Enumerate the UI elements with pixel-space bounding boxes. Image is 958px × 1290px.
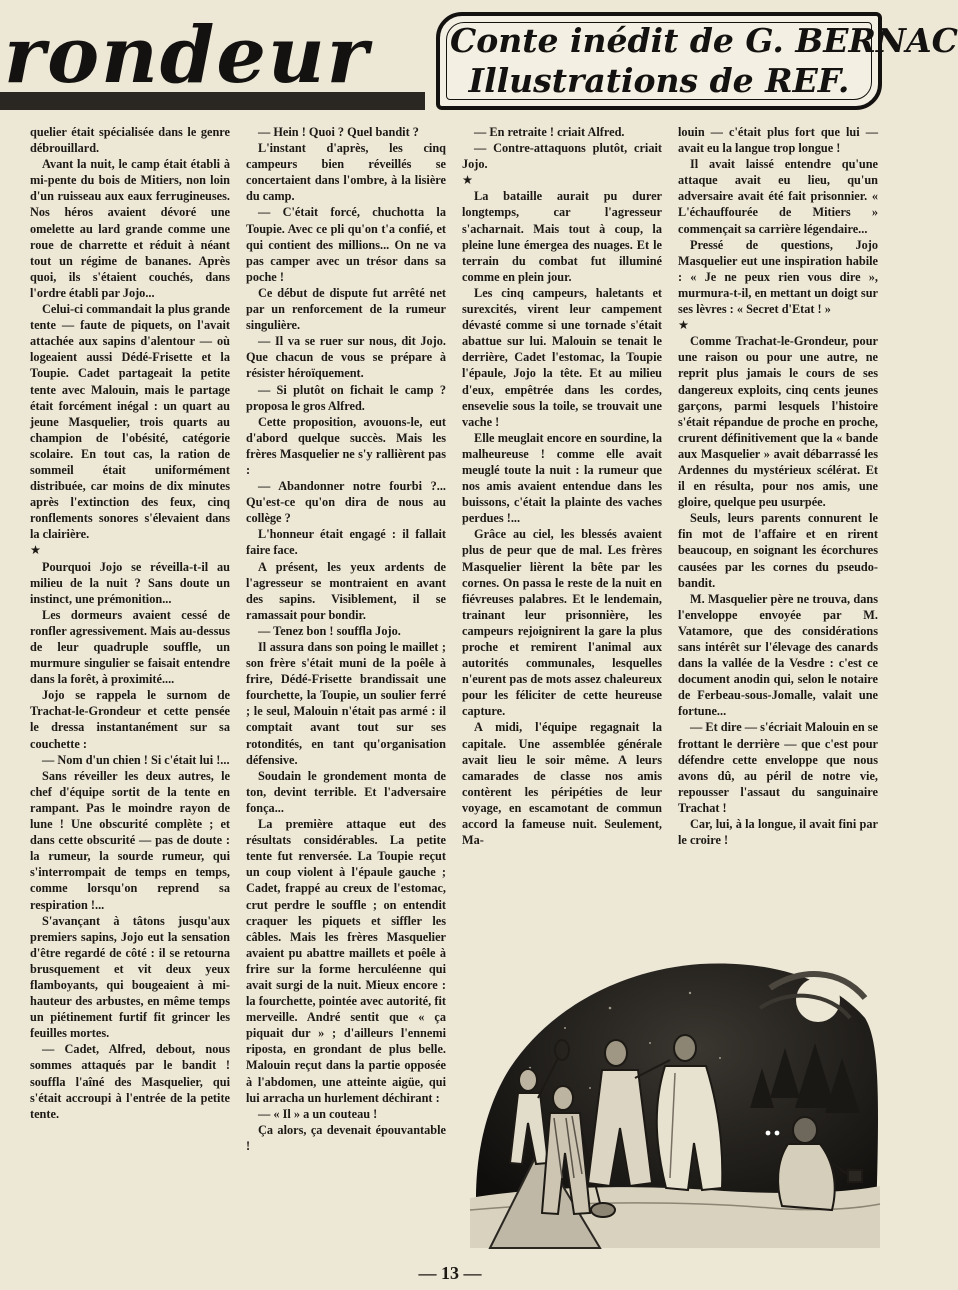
paragraph: L'honneur était engagé : il fallait faire face.: [246, 527, 446, 558]
paragraph: Pressé de questions, Jojo Masquelier eut une inspiration habile : « Je ne peux rien vous dire », murmura-t-il, en mettant un doigt sur ses lèvres : « Secret d'Etat ! »: [678, 237, 878, 317]
paragraph: Ce début de dispute fut arrêté net par un renforcement de la rumeur singulière.: [246, 285, 446, 333]
paragraph: — Contre-attaquons plutôt, criait Jojo.: [462, 141, 662, 172]
paragraph: Celui-ci commandait la plus grande tente — faute de piquets, on l'avait attachée aux sapins d'alentour — où logeaient aussi Dédé-Frisette et la Toupie. Cadet partageait la petite tente avec Malouin, mais le partage était forcément inégal : un quart au jeune Masquelier, trois quarts au champion de l'obésité, catégorie scolaire. En tout cas, la ration de sommeil était uniformément distribuée, car moins de dix minutes après l'extinction des feux, cinq ronflements sonores s'élevaient dans la clairière.: [30, 302, 230, 542]
paragraph: — Et dire — s'écriait Malouin en se frottant le derrière — que c'est pour défendre cette enveloppe que nous avons dû, au péril de notre vie, repousser l'assaut du sanguinaire Trachat !: [678, 720, 878, 815]
paragraph: — Il va se ruer sur nous, dit Jojo. Que chacun de vous se prépare à résister héroïquement.: [246, 334, 446, 381]
paragraph: Soudain le grondement monta de ton, devint terrible. Et l'adversaire fonça...: [246, 768, 446, 815]
paragraph: quelier était spécialisée dans le genre débrouillard.: [30, 125, 230, 156]
text-column-2: [246, 124, 446, 1254]
paragraph: Sans réveiller les deux autres, le chef d'équipe sortit de la tente en rampant. Pas le moindre rayon de lune ! Une obscurité complète ; et dans cette obscurité — pas de doute : la rumeur, la sourde rumeur, qui s'interrompait de temps en temps, comme lorsqu'on reprend sa respiration !...: [30, 768, 230, 912]
page-number: — 13 —: [418, 1263, 482, 1283]
paragraph: A présent, les yeux ardents de l'agresseur se montraient en avant des sapins. Visiblement, il se ramassait pour bondir.: [246, 559, 446, 622]
paragraph: A midi, l'équipe regagnait la capitale. Une assemblée générale avait lieu le soir même. A leurs camarades de classe nos amis contèrent les péripéties de leur voyage, en escamotant de commun accord la fameuse nuit. Seulement, Ma-: [462, 720, 662, 848]
paragraph: — En retraite ! criait Alfred.: [474, 125, 625, 139]
author-credit: Conte inédit de G. BERNAC: [450, 21, 958, 60]
paragraph: S'avançant à tâtons jusqu'aux premiers sapins, Jojo eut la sensation d'être regardé de côté : il se retourna brusquement et vit deux yeux flamboyants, qui bougeaient à mi-hauteur des arbustes, en même temps un piétinement furtif fit grincer les feuilles mortes.: [30, 913, 230, 1041]
paragraph: — Cadet, Alfred, debout, nous sommes attaqués par le bandit ! souffla l'aîné des Masquelier, qui s'était accroupi à l'entrée de la petite tente.: [30, 1042, 230, 1121]
paragraph: Comme Trachat-le-Grondeur, pour une raison ou pour une autre, ne reprit plus jamais le cours de ses dangereux exploits, cinq cents jeunes garçons, parmi lesquels l'histoire s'était répandue de proche en proche, crurent définitivement que la « bande aux Masquelier » avait débarrassé les Ardennes du mystérieux scélérat. Et il en résulta, pour nos amis, une gloire, quelque peu usurpée.: [678, 334, 878, 510]
paragraph: M. Masquelier père ne trouva, dans l'enveloppe envoyée par M. Vatamore, que des considérations sans intérêt sur l'élevage des canards dans la vallée de la Vesdre : c'est ce document anodin qui, selon le notaire de Ferbeau-sous-Jomalle, valait une fortune...: [678, 591, 878, 719]
paragraph: Cette proposition, avouons-le, eut d'abord quelque succès. Mais les frères Masquelier ne s'y rallièrent pas :: [246, 414, 446, 477]
paragraph: Grâce au ciel, les blessés avaient plus de peur que de mal. Les frères Masquelier lièrent la bête par les cornes. On passa le reste de la nuit en fiévreuses palabres. Et le lendemain, trainant leur prisonnière, les campeurs rejoignirent la gare la plus proche et remirent l'animal aux autorités communales, lesquelles n'eurent pas de mots assez chaleureux pour les féliciter de cette heureuse capture.: [462, 527, 662, 719]
paragraph: Il assura dans son poing le maillet ; son frère s'était muni de la poêle à frire, Dédé-Frisette brandissait une fourchette, la Toupie, un soulier ferré ; le seul, Malouin n'était pas armé : il comptait avant tout sur ses rotondités, en tant qu'organisation défensive.: [246, 640, 446, 767]
paragraph: Avant la nuit, le camp était établi à mi-pente du bois de Mitiers, non loin d'un ruisseau aux eaux ferrugineuses. Nos héros avaient dévoré une omelette au lard grande comme une roue de charrette et réduit à néant tout un régime de bananes. Après quoi, ils s'étaient couchés, dans l'ordre établi par Jojo...: [30, 157, 230, 300]
section-break-star-icon: ★: [30, 543, 42, 558]
text-column-1: [30, 124, 230, 1254]
paragraph: — Abandonner notre fourbi ?... Qu'est-ce qu'on dira de nous au collège ?: [246, 479, 446, 526]
paragraph: Pourquoi Jojo se réveilla-t-il au milieu de la nuit ? Sans doute un instinct, une prémonition...: [30, 559, 230, 606]
paragraph: La bataille aurait pu durer longtemps, car l'agresseur s'acharnait. Mais tout à coup, la pleine lune émergea des nuages. Et le terrain du combat fut illuminé comme en plein jour.: [462, 189, 662, 284]
paragraph: Ça alors, ça devenait épouvantable !: [246, 1122, 446, 1153]
paragraph: Jojo se rappela le surnom de Trachat-le-Grondeur et cette pensée le dressa instantanément sur sa couchette :: [30, 688, 230, 751]
paragraph: — C'était forcé, chuchotta la Toupie. Avec ce pli qu'on t'a confié, et qui contient des millions... On ne va pas camper avec un trésor dans sa poche !: [246, 205, 446, 284]
section-break-star-icon: ★: [462, 173, 474, 188]
paragraph: Elle meuglait encore en sourdine, la malheureuse ! comme elle avait meuglé toute la nuit : la rumeur que nos amis avaient entendue dans les buissons, c'était la plainte des vaches perdues !...: [462, 430, 662, 526]
section-break-star-icon: ★: [678, 318, 690, 333]
paragraph: — Hein ! Quoi ? Quel bandit ?: [258, 125, 419, 139]
credits-banner: [436, 12, 958, 110]
paragraph: La première attaque eut des résultats considérables. La petite tente fut renversée. La Toupie reçut un coup violent à l'épaule gauche ; Cadet, frappé au creux de l'estomac, crut perdre le souffle ; on entendit craquer les piquets et siffler les câbles. Mais les frères Masquelier avaient pu abattre maillets et poêle à frire sur la forme herculéenne qui avait surgi de la nuit. Mieux encore : la fourchette, pointée avec autorité, fit merveille. André sentit que « ça piquait dur » ; d'ailleurs l'ennemi riposta, en grondant de plus belle. Malouin reçut dans la partie opposée à l'abdomen, une atteinte aigüe, qui lui arracha un hurlement déchirant :: [246, 817, 446, 1105]
paragraph: — Nom d'un chien ! Si c'était lui !...: [42, 752, 230, 767]
paragraph: Les dormeurs avaient cessé de ronfler agressivement. Mais au-dessus de leur quadruple souffle, un murmure singulier se faisait entendre dans la forêt, à proximité....: [30, 607, 230, 687]
paragraph: L'instant d'après, les cinq campeurs bien réveillés se concertaient dans l'ombre, à la lisière du camp.: [246, 141, 446, 204]
paragraph: Les cinq campeurs, haletants et surexcités, virent leur campement dévasté comme si une tornade s'était abattue sur lui. Malouin se tenait le derrière, Cadet l'estomac, la Toupie l'épaule, Jojo la tête. Et au milieu d'eux, empêtrée dans les cordes, ensevelie sous la toile, se trouvait une vache !: [462, 285, 662, 429]
paragraph: louin — c'était plus fort que lui — avait eu la langue trop longue !: [678, 125, 878, 156]
paragraph: — « Il » a un couteau !: [258, 1106, 378, 1121]
page-header: [0, 0, 958, 122]
paragraph: Seuls, leurs parents connurent le fin mot de l'affaire et en rirent beaucoup, en soignant les écorchures causées par les cornes du pseudo-bandit.: [678, 511, 878, 590]
paragraph: Il avait laissé entendre qu'une attaque avait eu lieu, qu'un adversaire avait été fait prisonnier. « L'échauffourée de Mitiers » commençait sa carrière légendaire...: [678, 157, 878, 236]
campfire-illustration: [470, 948, 880, 1248]
story-title: rondeur: [4, 10, 370, 101]
illustrator-credit: Illustrations de REF.: [468, 61, 850, 100]
moon-icon: [796, 978, 840, 1022]
paragraph: Car, lui, à la longue, il avait fini par le croire !: [678, 817, 878, 848]
paragraph: — Si plutôt on fichait le camp ? proposa le gros Alfred.: [246, 382, 446, 413]
paragraph: — Tenez bon ! souffla Jojo.: [258, 623, 401, 638]
